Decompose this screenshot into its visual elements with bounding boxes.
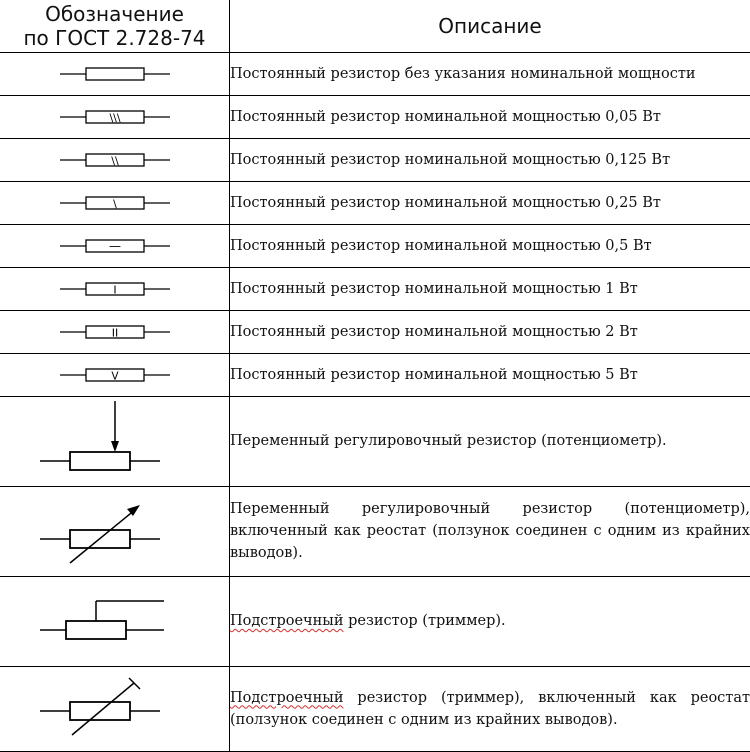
symbol-cell [0,95,230,138]
description-cell: Постоянный резистор номинальной мощностью 2 Вт [230,310,750,353]
table-row [0,138,750,181]
symbol-cell [0,353,230,396]
resistor-marked-symbol [60,193,170,213]
header-symbol [0,0,230,52]
table-header-row [0,0,750,52]
description-cell: Постоянный резистор номинальной мощностью 0,5 Вт [230,224,750,267]
table-row [0,666,750,751]
resistor-inner-mark: V [111,370,119,382]
resistor-marked-symbol [60,365,170,385]
description-underlined-word: Подстроечный [230,613,344,629]
resistor-inner-mark: I [113,283,116,296]
description-rest: резистор (триммер). [344,613,506,629]
symbol-cell [0,310,230,353]
table-row [0,486,750,576]
table-row [0,353,750,396]
description-rest: резистор (триммер), включенный как реостат (ползунок соединен с одним из крайних выводов). [230,690,750,728]
resistor-plain-symbol [60,64,170,84]
symbol-cell [0,138,230,181]
description-cell: Постоянный резистор без указания номинальной мощности [230,52,750,95]
potentiometer-symbol [40,401,190,481]
table-row [0,310,750,353]
header-symbol-line2: по ГОСТ 2.728-74 [0,26,229,50]
table-row [0,95,750,138]
header-description: Описание [230,0,750,52]
description-cell [230,576,750,666]
description-cell: Переменный регулировочный резистор (потенциометр). [230,396,750,486]
table-row [0,224,750,267]
resistor-inner-mark: \\\ [109,111,120,124]
trimmer-symbol [40,581,190,661]
description-underlined-word: Подстроечный [230,690,344,706]
symbol-cell [0,52,230,95]
rheostat-symbol [40,491,190,571]
description-cell [230,666,750,751]
resistor-inner-mark: \\ [111,154,119,167]
symbol-cell [0,486,230,576]
description-cell: Постоянный резистор номинальной мощностью 0,125 Вт [230,138,750,181]
description-cell: Постоянный резистор номинальной мощностью 0,25 Вт [230,181,750,224]
resistor-inner-mark: — [109,239,121,253]
table-row [0,396,750,486]
table-row [0,181,750,224]
table-row [0,267,750,310]
symbol-cell [0,666,230,751]
resistor-marked-symbol [60,107,170,127]
description-cell: Переменный регулировочный резистор (потенциометр), включенный как реостат (ползунок соединен с одним из крайних выводов). [230,486,750,576]
resistor-inner-mark: II [111,326,118,339]
resistor-marked-symbol [60,150,170,170]
table-row [0,52,750,95]
symbol-cell [0,267,230,310]
resistor-marked-symbol [60,236,170,256]
symbol-cell [0,396,230,486]
description-cell: Постоянный резистор номинальной мощностью 0,05 Вт [230,95,750,138]
trimmer-rheostat-symbol [40,669,190,749]
description-cell: Постоянный резистор номинальной мощностью 1 Вт [230,267,750,310]
symbol-cell [0,224,230,267]
resistor-inner-mark: \ [113,197,117,210]
symbol-cell [0,576,230,666]
description-cell: Постоянный резистор номинальной мощностью 5 Вт [230,353,750,396]
header-symbol-line1: Обозначение [0,2,229,26]
resistor-marked-symbol [60,322,170,342]
resistor-marked-symbol [60,279,170,299]
table-row [0,576,750,666]
symbol-cell [0,181,230,224]
